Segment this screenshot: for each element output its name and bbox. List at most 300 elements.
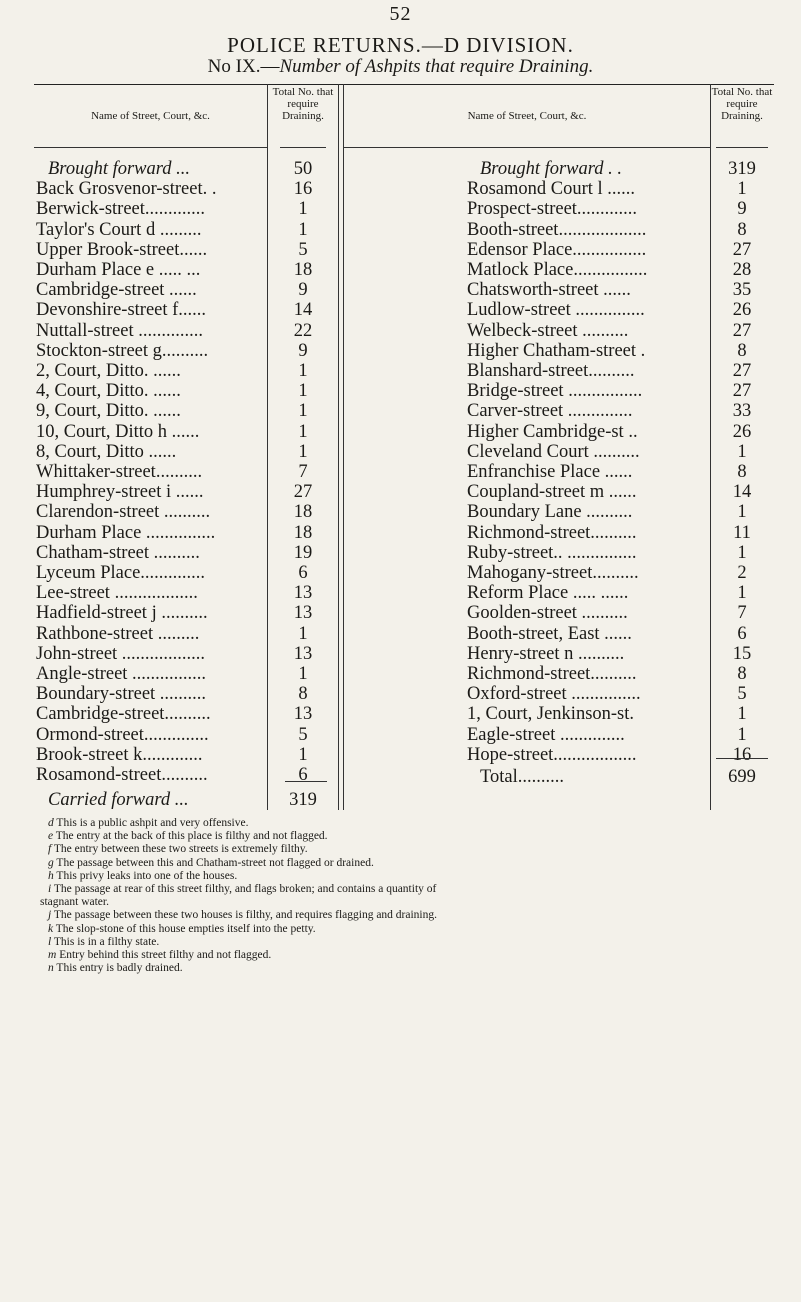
- left-place-name: Ormond-street..............: [36, 724, 209, 745]
- total-row: [480, 767, 710, 787]
- right-row: [467, 442, 711, 462]
- right-row: [467, 704, 711, 724]
- left-count-cell: [268, 482, 338, 502]
- right-count-cell: [711, 442, 773, 462]
- left-count: 1: [298, 664, 308, 684]
- footnote: [40, 857, 770, 870]
- right-row: [467, 523, 711, 543]
- left-count: 50: [293, 159, 313, 179]
- right-row: [467, 401, 711, 421]
- footnote-mark: m: [48, 949, 57, 962]
- left-count: 1: [298, 421, 308, 442]
- left-row: [36, 482, 268, 502]
- footnote-mark: k: [48, 922, 54, 935]
- right-count-cell: [711, 422, 773, 442]
- left-count: 27: [293, 482, 313, 503]
- left-place-name: Nuttall-street ..............: [36, 320, 203, 341]
- right-place-name: Booth-street...................: [467, 219, 647, 240]
- footnote-text: Entry behind this street filthy and not flagged.: [59, 949, 272, 962]
- footnote: [40, 909, 770, 922]
- right-count: 14: [732, 482, 752, 503]
- left-row: [36, 523, 268, 543]
- footnote-text: This privy leaks into one of the houses.: [56, 869, 238, 882]
- right-count-cell: [711, 725, 773, 745]
- left-count-cell: [268, 159, 338, 179]
- footnote-mark: n: [48, 962, 54, 975]
- footnote-text: The entry at the back of this place is filthy and not flagged.: [55, 830, 328, 843]
- right-count-cell: [711, 502, 773, 522]
- carried-forward-value: [268, 790, 338, 810]
- right-count-cell: [711, 341, 773, 361]
- right-place-name: Carver-street ..............: [467, 401, 633, 422]
- left-place-name: Angle-street ................: [36, 664, 207, 684]
- right-place-name: Goolden-street ..........: [467, 603, 628, 624]
- left-count: 18: [293, 260, 313, 280]
- left-count: 13: [293, 583, 313, 604]
- left-row: [36, 442, 268, 462]
- footnote: [40, 896, 770, 909]
- right-row: [467, 624, 711, 644]
- footnote-text: The passage between this and Chatham-street not flagged or drained.: [56, 856, 374, 869]
- right-count-cell: [711, 381, 773, 401]
- right-place-name: Hope-street..................: [467, 744, 637, 765]
- left-row: [36, 603, 268, 623]
- right-row: [467, 482, 711, 502]
- right-count-cell: [711, 704, 773, 724]
- left-place-name: John-street ..................: [36, 643, 206, 664]
- footnote-mark: i: [48, 883, 52, 896]
- right-row: [467, 300, 711, 320]
- left-place-name: Rathbone-street .........: [36, 623, 200, 644]
- right-count: 27: [732, 239, 752, 260]
- left-place-name: Chatham-street ..........: [36, 542, 200, 563]
- right-place-name: Edensor Place................: [467, 239, 647, 260]
- left-count: 13: [293, 643, 313, 664]
- left-count-cell: [268, 664, 338, 684]
- left-row: [36, 644, 268, 664]
- right-row: [467, 220, 711, 240]
- left-count: 13: [293, 704, 313, 725]
- left-count-cell: [268, 644, 338, 664]
- right-row: [480, 159, 724, 179]
- right-count-cell: [711, 583, 773, 603]
- right-count-cell: [711, 321, 773, 341]
- left-total-header-rule: [280, 147, 326, 148]
- right-place-name: Eagle-street ..............: [467, 724, 625, 745]
- right-row: [467, 725, 711, 745]
- left-count: 18: [293, 502, 313, 523]
- right-row: [467, 199, 711, 219]
- right-count: 1: [737, 441, 747, 462]
- left-row: [36, 179, 268, 199]
- left-place-name: Cambridge-street ......: [36, 280, 197, 301]
- right-place-name: 1, Court, Jenkinson-st.: [467, 704, 635, 725]
- left-count: 16: [293, 179, 313, 200]
- left-count: 1: [298, 623, 308, 644]
- right-row: [467, 260, 711, 280]
- left-count: 1: [298, 441, 308, 462]
- right-count-cell: [711, 280, 773, 300]
- left-count: 8: [298, 684, 308, 705]
- footnote-text: The passage at rear of this street filthy, and flags broken; and contains a quantity of: [53, 883, 437, 896]
- left-count: 5: [298, 239, 308, 260]
- left-place-name: Lyceum Place..............: [36, 563, 206, 583]
- right-row: [467, 240, 711, 260]
- right-count-cell: [711, 260, 773, 280]
- right-total-header: Total No. that require Draining.: [711, 86, 773, 122]
- left-count-cell: [268, 523, 338, 543]
- right-row: [467, 583, 711, 603]
- right-count: 9: [737, 199, 747, 220]
- right-count-cell: [711, 664, 773, 684]
- right-place-name: Brought forward . .: [480, 159, 623, 179]
- footnote-mark: f: [48, 843, 52, 856]
- right-place-name: Blanshard-street..........: [467, 361, 635, 381]
- right-place-name: Enfranchise Place ......: [467, 462, 633, 482]
- right-count-cell: [711, 543, 773, 563]
- right-row: [467, 543, 711, 563]
- left-count-cell: [268, 583, 338, 603]
- right-place-name: Ludlow-street ...............: [467, 300, 645, 321]
- left-count: 5: [298, 724, 308, 745]
- right-count-cell: [711, 361, 773, 381]
- right-place-name: Henry-street n ..........: [467, 643, 625, 664]
- right-count: 2: [737, 563, 747, 583]
- left-count: 9: [298, 340, 308, 361]
- left-place-name: Durham Place ...............: [36, 522, 216, 543]
- footnotes: [40, 817, 770, 975]
- left-count-cell: [268, 462, 338, 482]
- total-value: [711, 767, 773, 787]
- left-row: [36, 341, 268, 361]
- left-place-name: 8, Court, Ditto ......: [36, 441, 177, 462]
- left-row: [36, 583, 268, 603]
- right-count: 28: [732, 260, 752, 280]
- left-count-cell: [268, 341, 338, 361]
- right-place-name: Higher Chatham-street .: [467, 340, 646, 361]
- right-count: 33: [732, 401, 752, 422]
- left-count-cell: [268, 624, 338, 644]
- left-row: [36, 321, 268, 341]
- left-place-name: Durham Place e ..... ...: [36, 260, 201, 280]
- left-row: [36, 664, 268, 684]
- right-count: 16: [732, 744, 752, 765]
- left-place-name: Brook-street k.............: [36, 744, 203, 765]
- footnote-text: This entry is badly drained.: [56, 962, 183, 975]
- left-row: [36, 684, 268, 704]
- left-place-name: Humphrey-street i ......: [36, 482, 204, 503]
- right-place-name: Boundary Lane ..........: [467, 502, 633, 523]
- right-place-name: Higher Cambridge-st ..: [467, 421, 638, 442]
- right-count-cell: [711, 220, 773, 240]
- left-count-cell: [268, 220, 338, 240]
- left-place-name: Whittaker-street..........: [36, 462, 203, 482]
- left-count: 6: [298, 563, 308, 583]
- left-count: 1: [298, 219, 308, 240]
- right-place-name: Coupland-street m ......: [467, 482, 637, 503]
- footnote: [40, 962, 770, 975]
- left-row: [36, 462, 268, 482]
- left-row: [36, 381, 268, 401]
- left-place-name: Devonshire-street f......: [36, 300, 207, 321]
- right-place-name: Reform Place ..... ......: [467, 583, 629, 604]
- left-row: [36, 422, 268, 442]
- footnote-text: This is a public ashpit and very offensive.: [56, 817, 249, 829]
- left-count: 1: [298, 361, 308, 381]
- left-row: [36, 280, 268, 300]
- right-count-cell: [711, 482, 773, 502]
- footnote: [40, 830, 770, 843]
- right-row: [467, 280, 711, 300]
- left-count: 6: [298, 765, 308, 785]
- left-place-name: Berwick-street.............: [36, 199, 206, 220]
- center-column-rule: [338, 84, 339, 810]
- right-count: 1: [737, 724, 747, 745]
- footnote-mark: d: [48, 817, 54, 829]
- left-count: 14: [293, 300, 313, 321]
- right-count-cell: [711, 563, 773, 583]
- right-count: 8: [737, 462, 747, 482]
- left-count: 9: [298, 280, 308, 301]
- footnote-text: The passage between these two houses is filthy, and requires flagging and draining.: [53, 909, 437, 922]
- right-count: 26: [732, 300, 752, 321]
- right-place-name: Prospect-street.............: [467, 199, 638, 220]
- right-count-cell: [711, 523, 773, 543]
- right-count: 15: [732, 643, 752, 664]
- left-row: [36, 745, 268, 765]
- left-row: [48, 159, 280, 179]
- left-count-cell: [268, 603, 338, 623]
- footnote: [40, 870, 770, 883]
- right-row: [467, 745, 711, 765]
- right-row: [467, 563, 711, 583]
- left-place-name: Back Grosvenor-street. .: [36, 179, 217, 200]
- left-count: 13: [293, 603, 313, 624]
- right-count: 319: [728, 159, 756, 179]
- left-place-name: Lee-street ..................: [36, 583, 198, 604]
- right-count: 27: [732, 320, 752, 341]
- right-count: 8: [737, 219, 747, 240]
- footnote: [40, 843, 770, 856]
- right-count: 8: [737, 340, 747, 361]
- right-count: 11: [733, 522, 751, 543]
- subtitle-text: Number of Ashpits that require Draining.: [279, 56, 594, 77]
- right-row: [467, 321, 711, 341]
- right-row: [467, 179, 711, 199]
- right-count: 1: [737, 704, 747, 725]
- total-number: 699: [728, 767, 756, 787]
- right-total-header-rule: [716, 147, 768, 148]
- left-count-cell: [268, 543, 338, 563]
- footnote: [40, 936, 770, 949]
- left-count-cell: [268, 725, 338, 745]
- table-subtitle: [0, 56, 801, 78]
- left-count: 7: [298, 462, 308, 482]
- footnote-mark: j: [48, 909, 52, 922]
- footnote-text: stagnant water.: [40, 896, 109, 909]
- right-count-cell: [711, 199, 773, 219]
- carried-forward-number: 319: [289, 790, 317, 810]
- left-count-cell: [268, 684, 338, 704]
- right-place-name: Richmond-street..........: [467, 522, 637, 543]
- right-count-cell: [711, 745, 773, 765]
- left-row: [36, 563, 268, 583]
- right-count-cell: [711, 159, 773, 179]
- left-count-cell: [268, 321, 338, 341]
- carried-forward-row: [48, 790, 268, 810]
- right-place-name: Chatsworth-street ......: [467, 280, 631, 301]
- subtitle-prefix: No IX.—: [207, 56, 280, 77]
- right-count-cell: [711, 644, 773, 664]
- right-place-name: Booth-street, East ......: [467, 623, 632, 644]
- footnote: [40, 923, 770, 936]
- right-count: 1: [737, 583, 747, 604]
- footnote: [40, 817, 770, 830]
- right-place-name: Rosamond Court l ......: [467, 179, 636, 200]
- right-count-cell: [711, 179, 773, 199]
- left-row: [36, 220, 268, 240]
- right-count-cell: [711, 462, 773, 482]
- left-count-cell: [268, 240, 338, 260]
- left-sum-rule: [285, 781, 327, 782]
- left-place-name: 2, Court, Ditto. ......: [36, 361, 181, 381]
- footnote-text: This is in a filthy state.: [53, 935, 160, 948]
- left-count-cell: [268, 765, 338, 785]
- left-count: 19: [293, 542, 313, 563]
- left-place-name: Rosamond-street..........: [36, 765, 208, 785]
- left-row: [36, 543, 268, 563]
- left-count: 22: [293, 320, 313, 341]
- left-header-rule: [34, 147, 268, 148]
- left-place-name: Upper Brook-street......: [36, 239, 208, 260]
- left-count-cell: [268, 300, 338, 320]
- footnote: [40, 949, 770, 962]
- left-count-cell: [268, 745, 338, 765]
- left-row: [36, 704, 268, 724]
- right-row: [467, 381, 711, 401]
- left-count: 1: [298, 381, 308, 402]
- left-count: 1: [298, 401, 308, 422]
- right-row: [467, 502, 711, 522]
- left-place-name: 4, Court, Ditto. ......: [36, 381, 181, 402]
- footnote-text: The slop-stone of this house empties itself into the petty.: [55, 922, 316, 935]
- left-row: [36, 401, 268, 421]
- left-place-name: Cambridge-street..........: [36, 704, 211, 725]
- right-count-cell: [711, 603, 773, 623]
- footnote-mark: g: [48, 856, 54, 869]
- right-header-rule: [344, 147, 711, 148]
- right-count: 8: [737, 664, 747, 684]
- footnote-mark: h: [48, 869, 54, 882]
- right-place-name: Welbeck-street ..........: [467, 320, 629, 341]
- right-row: [467, 644, 711, 664]
- right-place-name: Matlock Place................: [467, 260, 648, 280]
- left-count-cell: [268, 422, 338, 442]
- right-count: 1: [737, 502, 747, 523]
- left-total-header: Total No. that require Draining.: [272, 86, 334, 122]
- right-row: [467, 664, 711, 684]
- right-count-cell: [711, 300, 773, 320]
- right-row: [467, 341, 711, 361]
- right-name-header: Name of Street, Court, &c.: [467, 110, 587, 122]
- left-place-name: 9, Court, Ditto. ......: [36, 401, 181, 422]
- left-place-name: Taylor's Court d .........: [36, 219, 202, 240]
- right-row: [467, 462, 711, 482]
- right-count: 26: [732, 421, 752, 442]
- left-count-cell: [268, 280, 338, 300]
- left-count: 18: [293, 522, 313, 543]
- left-row: [36, 361, 268, 381]
- right-count: 6: [737, 623, 747, 644]
- left-row: [36, 260, 268, 280]
- left-count-cell: [268, 381, 338, 401]
- left-place-name: Brought forward ...: [48, 159, 191, 179]
- page-title: POLICE RETURNS.—D DIVISION.: [227, 33, 574, 57]
- left-count: 1: [298, 744, 308, 765]
- left-count-cell: [268, 179, 338, 199]
- right-row: [467, 684, 711, 704]
- right-count-cell: [711, 624, 773, 644]
- left-row: [36, 765, 268, 785]
- right-row: [467, 603, 711, 623]
- right-sum-rule: [716, 758, 768, 759]
- right-place-name: Mahogany-street..........: [467, 563, 639, 583]
- left-place-name: Boundary-street ..........: [36, 684, 207, 705]
- right-row: [467, 361, 711, 381]
- left-place-name: 10, Court, Ditto h ......: [36, 421, 200, 442]
- left-place-name: Hadfield-street j ..........: [36, 603, 208, 624]
- left-count: 1: [298, 199, 308, 220]
- footnote: [40, 883, 770, 896]
- right-count: 7: [737, 603, 747, 624]
- left-count-cell: [268, 502, 338, 522]
- left-count-cell: [268, 199, 338, 219]
- header-top-rule: [34, 84, 774, 85]
- center-column-rule-double: [343, 84, 344, 810]
- left-count-cell: [268, 442, 338, 462]
- left-row: [36, 199, 268, 219]
- right-count: 5: [737, 684, 747, 705]
- right-place-name: Bridge-street ................: [467, 381, 643, 402]
- carried-forward-label: Carried forward ...: [48, 790, 189, 810]
- left-row: [36, 624, 268, 644]
- right-row: [467, 422, 711, 442]
- footnote-mark: e: [48, 830, 54, 843]
- total-label: Total..........: [480, 767, 564, 787]
- page-number: 52: [389, 3, 412, 25]
- right-place-name: Richmond-street..........: [467, 664, 637, 684]
- right-count: 1: [737, 179, 747, 200]
- right-place-name: Oxford-street ...............: [467, 684, 641, 705]
- right-count-cell: [711, 401, 773, 421]
- left-count-cell: [268, 563, 338, 583]
- left-row: [36, 502, 268, 522]
- right-place-name: Ruby-street.. ...............: [467, 542, 637, 563]
- left-count-cell: [268, 704, 338, 724]
- right-count-cell: [711, 240, 773, 260]
- left-row: [36, 240, 268, 260]
- right-count: 27: [732, 361, 752, 381]
- footnote-text: The entry between these two streets is extremely filthy.: [53, 843, 308, 856]
- left-count-cell: [268, 260, 338, 280]
- left-row: [36, 300, 268, 320]
- right-count-cell: [711, 684, 773, 704]
- left-name-header: Name of Street, Court, &c.: [91, 110, 210, 122]
- left-row: [36, 725, 268, 745]
- right-count: 35: [732, 280, 752, 301]
- left-place-name: Stockton-street g..........: [36, 340, 209, 361]
- right-count: 27: [732, 381, 752, 402]
